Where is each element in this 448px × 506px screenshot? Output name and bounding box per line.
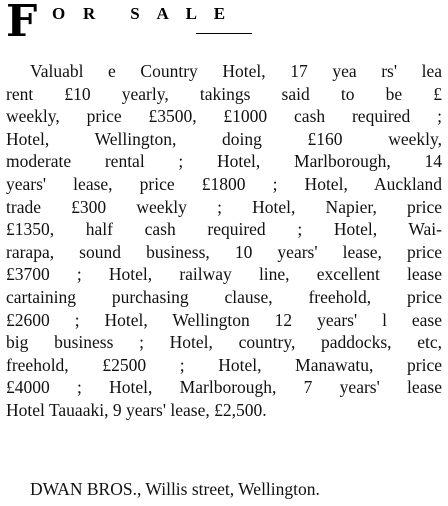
advertiser-address: Willis street, Wellington. xyxy=(145,479,320,499)
body-line: £3700 ; Hotel, railway line, excellent lease xyxy=(6,264,442,285)
body-line: rarapa, sound business, 10 years' lease, price xyxy=(6,241,442,262)
body-line: years' lease, price £1800 ; Hotel, Auckland xyxy=(6,173,442,194)
body-line: moderate rental ; Hotel, Marlborough, 14 xyxy=(6,151,442,172)
body-line: freehold, £2500 ; Hotel, Manawatu, price xyxy=(6,354,442,375)
body-line: £2600 ; Hotel, Wellington 12 years' l ease xyxy=(6,309,442,330)
body-line: big business ; Hotel, country, paddocks, etc, xyxy=(6,332,442,353)
heading-rule xyxy=(196,33,252,34)
body-line: Hotel, Wellington, doing £160 weekly, xyxy=(6,128,442,149)
body-line: £1350, half cash required ; Hotel, Wai- xyxy=(6,219,442,240)
body-line: rent £10 yearly, takings said to be £ xyxy=(6,83,442,104)
body-line: trade £300 weekly ; Hotel, Napier, price xyxy=(6,196,442,217)
body-line: Valuabl e Country Hotel, 17 yea rs' lea xyxy=(30,61,442,81)
body-line: weekly, price £3500, £1000 cash required ; xyxy=(6,106,442,127)
heading-drop-cap: F xyxy=(6,0,38,47)
body-line: Hotel Tauaaki, 9 years' lease, £2,500. xyxy=(6,399,267,420)
body-line: cartaining purchasing clause, freehold, price xyxy=(6,286,442,307)
heading-text: O R S A L E xyxy=(52,4,226,23)
advertisement-body xyxy=(6,60,442,422)
body-line: £4000 ; Hotel, Marlborough, 7 years' lease xyxy=(6,377,442,398)
advertisement-heading xyxy=(6,0,442,47)
advertiser-name: DWAN BROS., xyxy=(30,479,142,499)
advertiser-signature xyxy=(30,478,442,500)
